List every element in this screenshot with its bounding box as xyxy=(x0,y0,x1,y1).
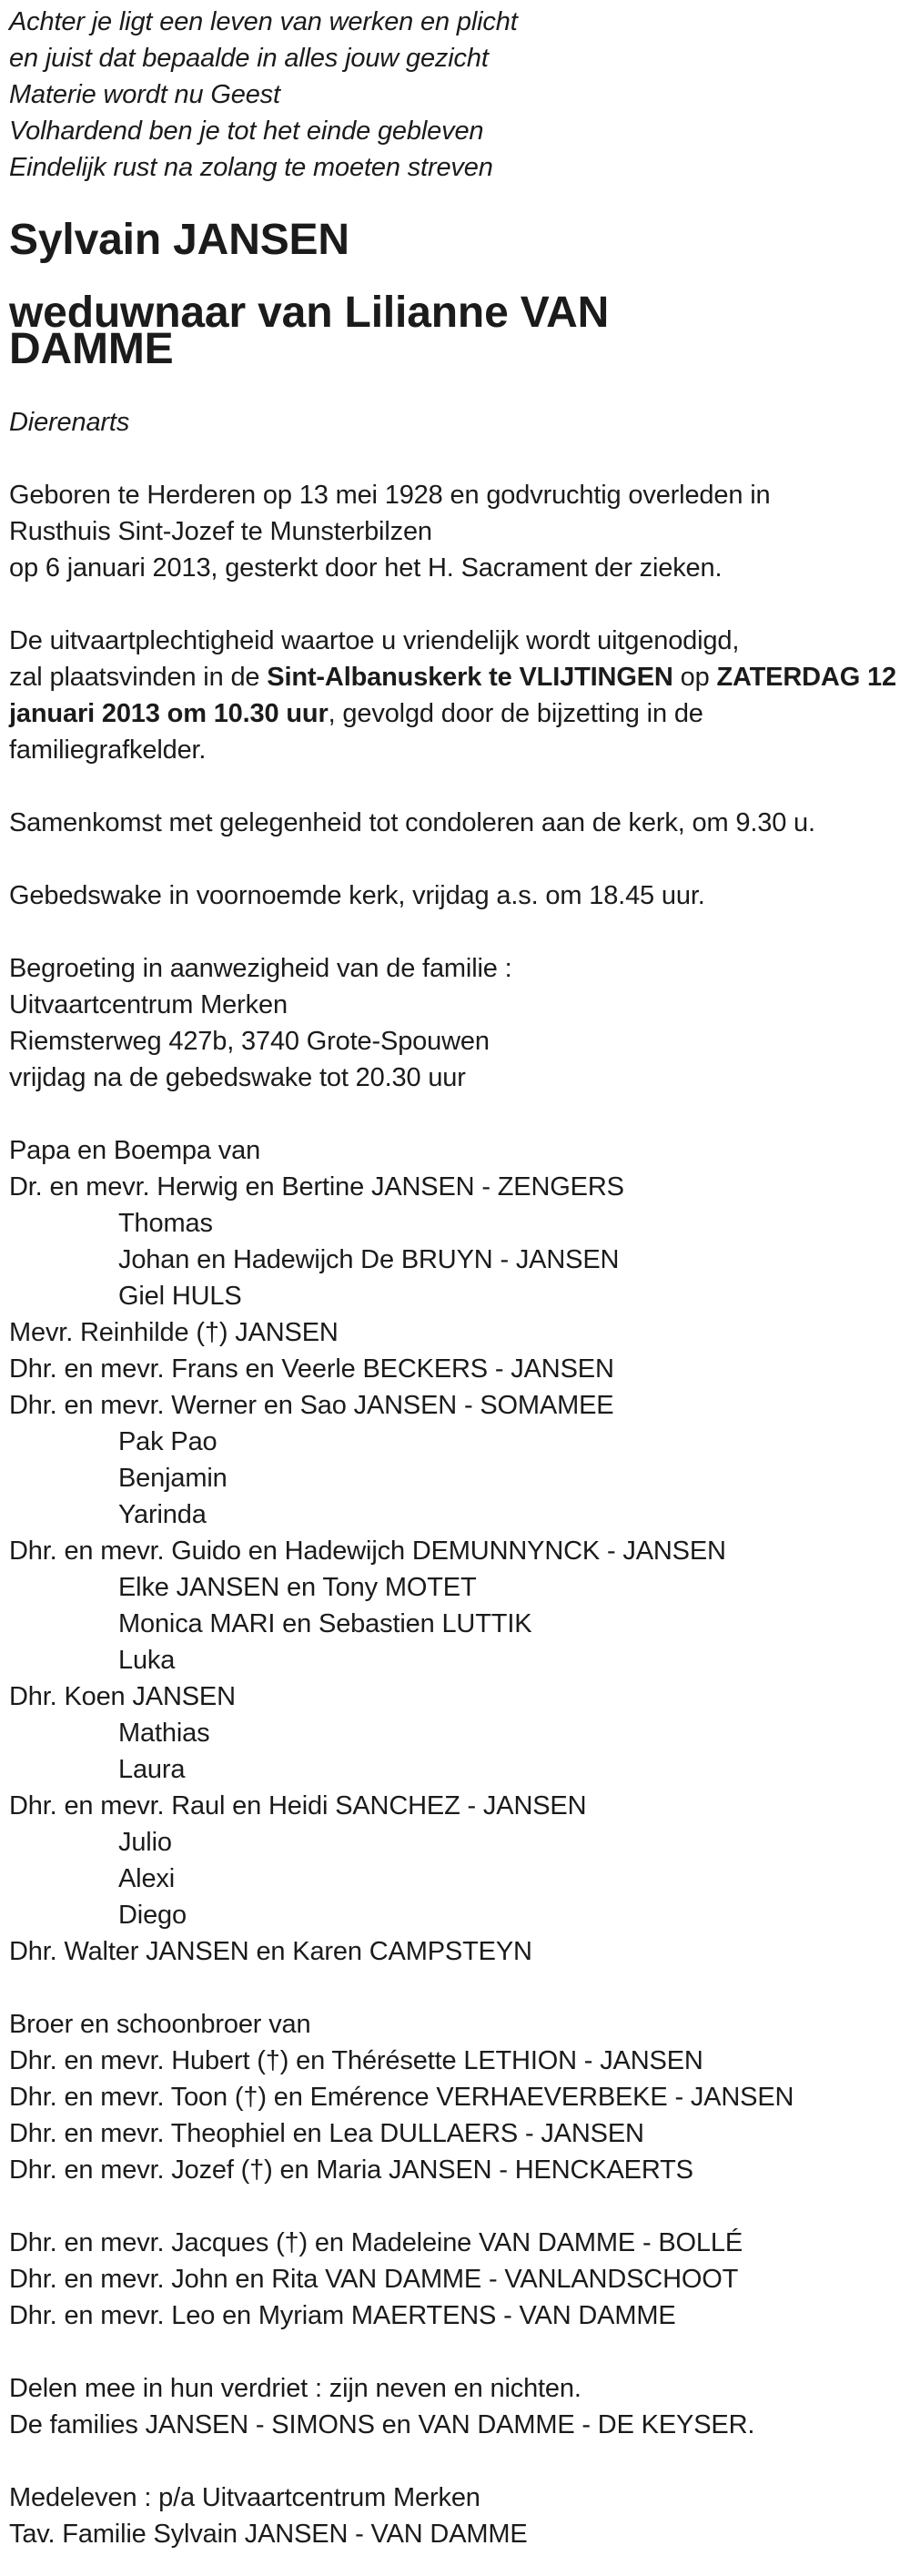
family-list-item: Alexi xyxy=(118,1864,176,1893)
siblings-list xyxy=(9,2006,905,2188)
condolences-line: De families JANSEN - SIMONS en VAN DAMME - DE KEYSER. xyxy=(9,2410,755,2439)
poem-line: Materie wordt nu Geest xyxy=(9,80,280,109)
children-list xyxy=(9,1132,905,1970)
profession-block xyxy=(9,404,905,441)
family-list-item: Dhr. en mevr. Frans en Veerle BECKERS - JANSEN xyxy=(9,1354,614,1384)
in-law-list-item: Dhr. en mevr. Jacques (†) en Madeleine VAN DAMME - BOLLÉ xyxy=(9,2228,743,2257)
funeral-line-2 xyxy=(9,659,905,695)
greeting-line: vrijdag na de gebedswake tot 20.30 uur xyxy=(9,1063,466,1092)
relation-subtitle-line: weduwnaar van Lilianne VAN xyxy=(9,289,610,337)
family-list-item: Dhr. en mevr. Werner en Sao JANSEN - SOMAMEE xyxy=(9,1391,614,1420)
funeral-church-name: Sint-Albanuskerk te VLIJTINGEN xyxy=(267,663,673,692)
greeting-line: Uitvaartcentrum Merken xyxy=(9,990,288,1019)
funeral-line-3-text: , gevolgd door de bijzetting in de xyxy=(328,699,703,728)
funeral-date-part-1: ZATERDAG 12 xyxy=(716,663,896,692)
birth-death-line: Rusthuis Sint-Jozef te Munsterbilzen xyxy=(9,517,432,546)
contact-line: Tav. Familie Sylvain JANSEN - VAN DAMME xyxy=(9,2520,528,2549)
family-list-item: Mathias xyxy=(118,1719,210,1748)
in-laws-list xyxy=(9,2225,905,2334)
condolences-line: Delen mee in hun verdriet : zijn neven en nichten. xyxy=(9,2374,581,2403)
funeral-line-2-text-2: op xyxy=(672,663,717,692)
poem-line: Achter je ligt een leven van werken en plicht xyxy=(9,7,518,36)
family-list-item: Yarinda xyxy=(118,1500,207,1529)
family-list-item: Papa en Boempa van xyxy=(9,1136,261,1165)
funeral-line-2-text-1: zal plaatsvinden in de xyxy=(9,663,268,692)
family-list-item: Luka xyxy=(118,1646,176,1675)
relation-subtitle-line: DAMME xyxy=(9,325,174,373)
birth-death-paragraph xyxy=(9,477,905,586)
in-law-list-item: Dhr. en mevr. John en Rita VAN DAMME - VANLANDSCHOOT xyxy=(9,2265,739,2294)
memorial-poem xyxy=(9,4,905,186)
family-list-item: Dhr. Walter JANSEN en Karen CAMPSTEYN xyxy=(9,1937,532,1966)
sibling-list-item: Broer en schoonbroer van xyxy=(9,2010,311,2039)
funeral-line-3 xyxy=(9,695,905,732)
poem-line: Eindelijk rust na zolang te moeten streven xyxy=(9,153,493,182)
greeting-line: Begroeting in aanwezigheid van de familie : xyxy=(9,954,512,983)
birth-death-line: Geboren te Herderen op 13 mei 1928 en godvruchtig overleden in xyxy=(9,481,771,510)
funeral-date-part-2: januari 2013 om 10.30 uur xyxy=(9,699,329,728)
vigil-line: Gebedswake in voornoemde kerk, vrijdag a.s. om 18.45 uur. xyxy=(9,881,705,910)
sibling-list-item: Dhr. en mevr. Jozef (†) en Maria JANSEN - HENCKAERTS xyxy=(9,2155,693,2185)
contact-paragraph xyxy=(9,2480,905,2552)
sibling-list-item: Dhr. en mevr. Hubert (†) en Thérésette LETHION - JANSEN xyxy=(9,2046,703,2075)
poem-line: en juist dat bepaalde in alles jouw gezicht xyxy=(9,44,489,73)
funeral-line-1: De uitvaartplechtigheid waartoe u vriendelijk wordt uitgenodigd, xyxy=(9,626,740,655)
family-list-item: Dr. en mevr. Herwig en Bertine JANSEN - ZENGERS xyxy=(9,1172,624,1202)
relation-subtitle xyxy=(9,289,905,373)
family-list-item: Monica MARI en Sebastien LUTTIK xyxy=(118,1609,532,1638)
family-list-item: Diego xyxy=(118,1901,187,1930)
family-list-item: Benjamin xyxy=(118,1464,228,1493)
birth-death-line: op 6 januari 2013, gesterkt door het H. Sacrament der zieken. xyxy=(9,553,723,583)
family-list-item: Dhr. en mevr. Guido en Hadewijch DEMUNNYNCK - JANSEN xyxy=(9,1536,726,1566)
deceased-name-heading xyxy=(9,216,905,264)
profession: Dierenarts xyxy=(9,408,130,437)
family-list-item: Elke JANSEN en Tony MOTET xyxy=(118,1573,477,1602)
family-list-item: Laura xyxy=(118,1755,186,1784)
condolences-paragraph xyxy=(9,2370,905,2443)
gathering-paragraph xyxy=(9,805,905,841)
family-list-item: Johan en Hadewijch De BRUYN - JANSEN xyxy=(118,1245,620,1274)
greeting-line: Riemsterweg 427b, 3740 Grote-Spouwen xyxy=(9,1027,490,1056)
family-list-item: Dhr. en mevr. Raul en Heidi SANCHEZ - JANSEN xyxy=(9,1791,587,1820)
poem-line: Volhardend ben je tot het einde gebleven xyxy=(9,117,484,146)
sibling-list-item: Dhr. en mevr. Theophiel en Lea DULLAERS - JANSEN xyxy=(9,2119,644,2148)
family-list-item: Mevr. Reinhilde (†) JANSEN xyxy=(9,1318,339,1347)
family-list-item: Thomas xyxy=(118,1209,213,1238)
funeral-line-4: familiegrafkelder. xyxy=(9,735,207,765)
family-list-item: Giel HULS xyxy=(118,1282,242,1311)
in-law-list-item: Dhr. en mevr. Leo en Myriam MAERTENS - VAN DAMME xyxy=(9,2301,676,2330)
funeral-paragraph xyxy=(9,623,905,768)
vigil-paragraph xyxy=(9,877,905,914)
gathering-line: Samenkomst met gelegenheid tot condoleren aan de kerk, om 9.30 u. xyxy=(9,808,815,837)
greeting-paragraph xyxy=(9,950,905,1096)
family-list-item: Dhr. Koen JANSEN xyxy=(9,1682,236,1711)
page-title: Sylvain JANSEN xyxy=(9,216,349,264)
family-list-item: Pak Pao xyxy=(118,1427,217,1456)
sibling-list-item: Dhr. en mevr. Toon (†) en Emérence VERHAEVERBEKE - JANSEN xyxy=(9,2083,794,2112)
contact-line: Medeleven : p/a Uitvaartcentrum Merken xyxy=(9,2483,480,2512)
family-list-item: Julio xyxy=(118,1828,172,1857)
